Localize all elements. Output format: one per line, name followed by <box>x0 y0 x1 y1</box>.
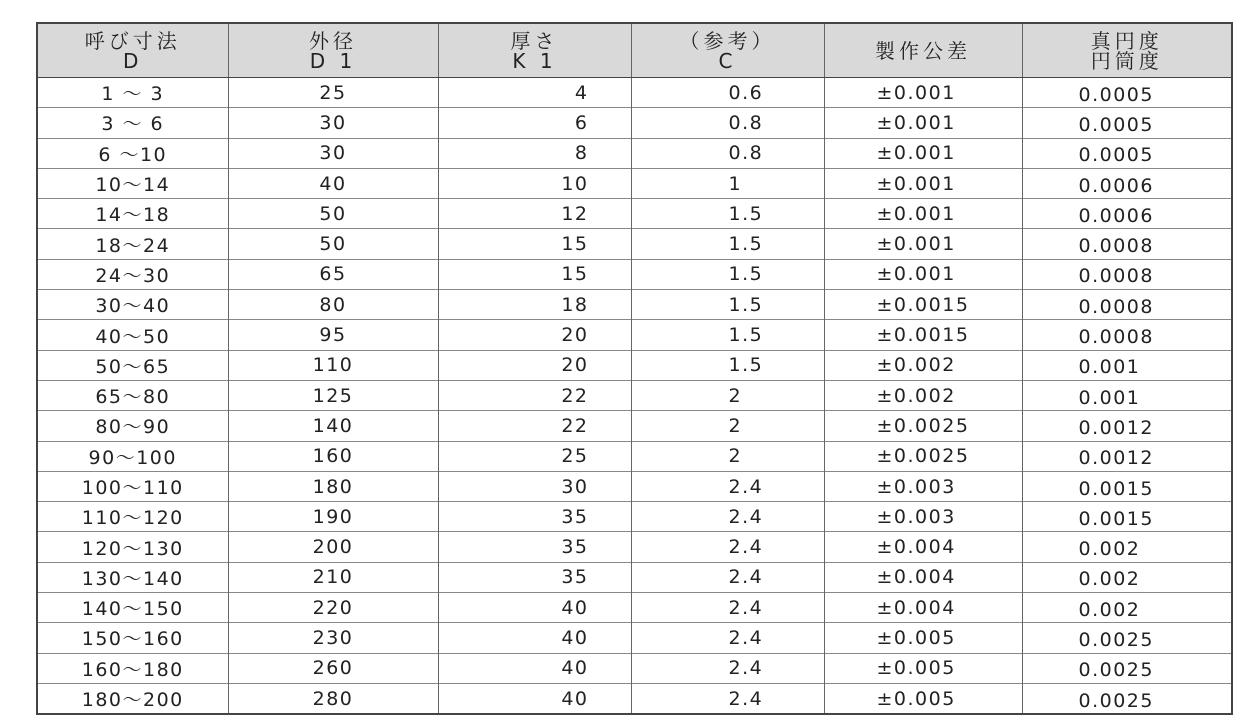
dimension-table-sheet <box>36 22 1231 712</box>
cell-tolerance: ±0.001 <box>824 229 1022 259</box>
cell-reference-chamfer: 0.6 <box>631 78 824 108</box>
table-row <box>37 562 1232 592</box>
cell-outer-diameter: 30 <box>228 108 438 138</box>
cell-tolerance: ±0.005 <box>824 623 1022 653</box>
table-row <box>37 168 1232 198</box>
cell-reference-chamfer: 2 <box>631 380 824 410</box>
table-body <box>37 78 1232 715</box>
cell-outer-diameter: 80 <box>228 290 438 320</box>
cell-roundness: 0.0008 <box>1022 290 1232 320</box>
cell-tolerance: ±0.002 <box>824 380 1022 410</box>
table-row <box>37 593 1232 623</box>
table-row <box>37 350 1232 380</box>
cell-outer-diameter: 160 <box>228 441 438 471</box>
cell-thickness: 40 <box>438 683 631 714</box>
cell-tolerance: ±0.005 <box>824 653 1022 683</box>
cell-outer-diameter: 40 <box>228 168 438 198</box>
table-row <box>37 229 1232 259</box>
cell-nominal-size: 3 ～ 6 <box>37 108 228 138</box>
cell-outer-diameter: 190 <box>228 502 438 532</box>
cell-reference-chamfer: 2 <box>631 411 824 441</box>
cell-thickness: 20 <box>438 350 631 380</box>
cell-thickness: 22 <box>438 380 631 410</box>
table-row <box>37 441 1232 471</box>
cell-tolerance: ±0.004 <box>824 593 1022 623</box>
cell-nominal-size: 10～14 <box>37 168 228 198</box>
cell-reference-chamfer: 2.4 <box>631 502 824 532</box>
cell-thickness: 6 <box>438 108 631 138</box>
cell-thickness: 30 <box>438 471 631 501</box>
cell-roundness: 0.001 <box>1022 380 1232 410</box>
cell-outer-diameter: 220 <box>228 593 438 623</box>
dimension-table <box>36 22 1233 715</box>
cell-nominal-size: 6 ～10 <box>37 138 228 168</box>
cell-tolerance: ±0.001 <box>824 108 1022 138</box>
header-thickness-label: 厚さ <box>510 28 559 53</box>
cell-thickness: 4 <box>438 78 631 108</box>
cell-thickness: 15 <box>438 229 631 259</box>
cell-roundness: 0.0008 <box>1022 259 1232 289</box>
cell-tolerance: ±0.001 <box>824 259 1022 289</box>
cell-nominal-size: 120～130 <box>37 532 228 562</box>
cell-thickness: 40 <box>438 623 631 653</box>
cell-nominal-size: 24～30 <box>37 259 228 289</box>
cell-tolerance: ±0.004 <box>824 562 1022 592</box>
cell-nominal-size: 30～40 <box>37 290 228 320</box>
cell-tolerance: ±0.002 <box>824 350 1022 380</box>
cell-nominal-size: 150～160 <box>37 623 228 653</box>
table-row <box>37 108 1232 138</box>
header-reference-label: （参考） <box>679 28 776 53</box>
cell-tolerance: ±0.001 <box>824 168 1022 198</box>
table-row <box>37 471 1232 501</box>
cell-outer-diameter: 30 <box>228 138 438 168</box>
cell-roundness: 0.0008 <box>1022 320 1232 350</box>
table-row <box>37 623 1232 653</box>
cell-roundness: 0.0012 <box>1022 441 1232 471</box>
cell-tolerance: ±0.0025 <box>824 411 1022 441</box>
cell-nominal-size: 50～65 <box>37 350 228 380</box>
cell-nominal-size: 65～80 <box>37 380 228 410</box>
cell-roundness: 0.0008 <box>1022 229 1232 259</box>
cell-nominal-size: 140～150 <box>37 593 228 623</box>
cell-tolerance: ±0.004 <box>824 532 1022 562</box>
cell-thickness: 40 <box>438 653 631 683</box>
cell-outer-diameter: 230 <box>228 623 438 653</box>
cell-tolerance: ±0.003 <box>824 471 1022 501</box>
cell-thickness: 40 <box>438 593 631 623</box>
cell-reference-chamfer: 2.4 <box>631 623 824 653</box>
cell-nominal-size: 40～50 <box>37 320 228 350</box>
header-reference-chamfer <box>631 23 824 78</box>
cell-outer-diameter: 125 <box>228 380 438 410</box>
cell-tolerance: ±0.001 <box>824 138 1022 168</box>
table-row <box>37 199 1232 229</box>
cell-reference-chamfer: 1.5 <box>631 290 824 320</box>
cell-thickness: 35 <box>438 502 631 532</box>
header-nominal-size <box>37 23 228 78</box>
cell-thickness: 8 <box>438 138 631 168</box>
cell-nominal-size: 110～120 <box>37 502 228 532</box>
cell-thickness: 15 <box>438 259 631 289</box>
cell-reference-chamfer: 1.5 <box>631 320 824 350</box>
cell-tolerance: ±0.005 <box>824 683 1022 714</box>
cell-nominal-size: 130～140 <box>37 562 228 592</box>
header-thickness <box>438 23 631 78</box>
cell-roundness: 0.0006 <box>1022 168 1232 198</box>
header-thickness-symbol: K 1 <box>512 48 557 73</box>
cell-tolerance: ±0.001 <box>824 78 1022 108</box>
cell-reference-chamfer: 0.8 <box>631 108 824 138</box>
header-outer-diameter-symbol: D 1 <box>309 48 357 73</box>
cell-roundness: 0.0005 <box>1022 138 1232 168</box>
cell-thickness: 25 <box>438 441 631 471</box>
cell-tolerance: ±0.003 <box>824 502 1022 532</box>
cell-nominal-size: 14～18 <box>37 199 228 229</box>
cell-outer-diameter: 110 <box>228 350 438 380</box>
header-cylindricity-label: 円筒度 <box>1090 48 1163 73</box>
cell-tolerance: ±0.0025 <box>824 441 1022 471</box>
cell-reference-chamfer: 1.5 <box>631 199 824 229</box>
cell-reference-chamfer: 2.4 <box>631 471 824 501</box>
cell-reference-chamfer: 1.5 <box>631 229 824 259</box>
cell-roundness: 0.002 <box>1022 562 1232 592</box>
cell-outer-diameter: 200 <box>228 532 438 562</box>
cell-reference-chamfer: 1 <box>631 168 824 198</box>
cell-tolerance: ±0.0015 <box>824 320 1022 350</box>
header-roundness-label: 真円度 <box>1090 28 1163 53</box>
cell-tolerance: ±0.001 <box>824 199 1022 229</box>
cell-thickness: 35 <box>438 532 631 562</box>
cell-reference-chamfer: 1.5 <box>631 350 824 380</box>
cell-outer-diameter: 260 <box>228 653 438 683</box>
header-roundness-cylindricity <box>1022 23 1232 78</box>
cell-roundness: 0.0005 <box>1022 108 1232 138</box>
cell-outer-diameter: 25 <box>228 78 438 108</box>
table-row <box>37 683 1232 714</box>
header-outer-diameter-label: 外径 <box>309 28 357 53</box>
cell-roundness: 0.0012 <box>1022 411 1232 441</box>
cell-thickness: 10 <box>438 168 631 198</box>
table-row <box>37 320 1232 350</box>
cell-outer-diameter: 65 <box>228 259 438 289</box>
cell-thickness: 22 <box>438 411 631 441</box>
cell-roundness: 0.001 <box>1022 350 1232 380</box>
cell-nominal-size: 160～180 <box>37 653 228 683</box>
cell-outer-diameter: 140 <box>228 411 438 441</box>
cell-roundness: 0.0015 <box>1022 471 1232 501</box>
cell-roundness: 0.0006 <box>1022 199 1232 229</box>
cell-thickness: 35 <box>438 562 631 592</box>
table-header <box>37 23 1232 78</box>
cell-nominal-size: 90～100 <box>37 441 228 471</box>
header-reference-symbol: C <box>718 48 737 73</box>
cell-roundness: 0.0015 <box>1022 502 1232 532</box>
header-nominal-size-label: 呼び寸法 <box>84 28 181 53</box>
cell-roundness: 0.0025 <box>1022 623 1232 653</box>
cell-outer-diameter: 50 <box>228 229 438 259</box>
cell-outer-diameter: 210 <box>228 562 438 592</box>
cell-reference-chamfer: 2.4 <box>631 683 824 714</box>
cell-nominal-size: 18～24 <box>37 229 228 259</box>
table-row <box>37 502 1232 532</box>
header-manufacturing-tolerance <box>824 23 1022 78</box>
table-row <box>37 78 1232 108</box>
cell-thickness: 20 <box>438 320 631 350</box>
cell-reference-chamfer: 0.8 <box>631 138 824 168</box>
cell-reference-chamfer: 2.4 <box>631 593 824 623</box>
cell-roundness: 0.0005 <box>1022 78 1232 108</box>
cell-nominal-size: 100～110 <box>37 471 228 501</box>
cell-nominal-size: 180～200 <box>37 683 228 714</box>
table-row <box>37 380 1232 410</box>
cell-roundness: 0.002 <box>1022 532 1232 562</box>
table-row <box>37 290 1232 320</box>
header-outer-diameter <box>228 23 438 78</box>
header-nominal-size-symbol: D <box>123 48 143 73</box>
cell-nominal-size: 80～90 <box>37 411 228 441</box>
cell-outer-diameter: 95 <box>228 320 438 350</box>
header-tolerance-label: 製作公差 <box>875 38 971 63</box>
cell-reference-chamfer: 2 <box>631 441 824 471</box>
cell-reference-chamfer: 2.4 <box>631 653 824 683</box>
table-row <box>37 138 1232 168</box>
cell-reference-chamfer: 1.5 <box>631 259 824 289</box>
table-row <box>37 411 1232 441</box>
cell-reference-chamfer: 2.4 <box>631 532 824 562</box>
cell-tolerance: ±0.0015 <box>824 290 1022 320</box>
cell-thickness: 18 <box>438 290 631 320</box>
table-row <box>37 259 1232 289</box>
cell-reference-chamfer: 2.4 <box>631 562 824 592</box>
cell-thickness: 12 <box>438 199 631 229</box>
cell-outer-diameter: 280 <box>228 683 438 714</box>
table-row <box>37 532 1232 562</box>
cell-roundness: 0.002 <box>1022 593 1232 623</box>
cell-outer-diameter: 50 <box>228 199 438 229</box>
cell-roundness: 0.0025 <box>1022 653 1232 683</box>
table-row <box>37 653 1232 683</box>
cell-nominal-size: 1 ～ 3 <box>101 83 165 106</box>
cell-outer-diameter: 180 <box>228 471 438 501</box>
cell-roundness: 0.0025 <box>1022 683 1232 714</box>
header-row <box>37 23 1232 78</box>
